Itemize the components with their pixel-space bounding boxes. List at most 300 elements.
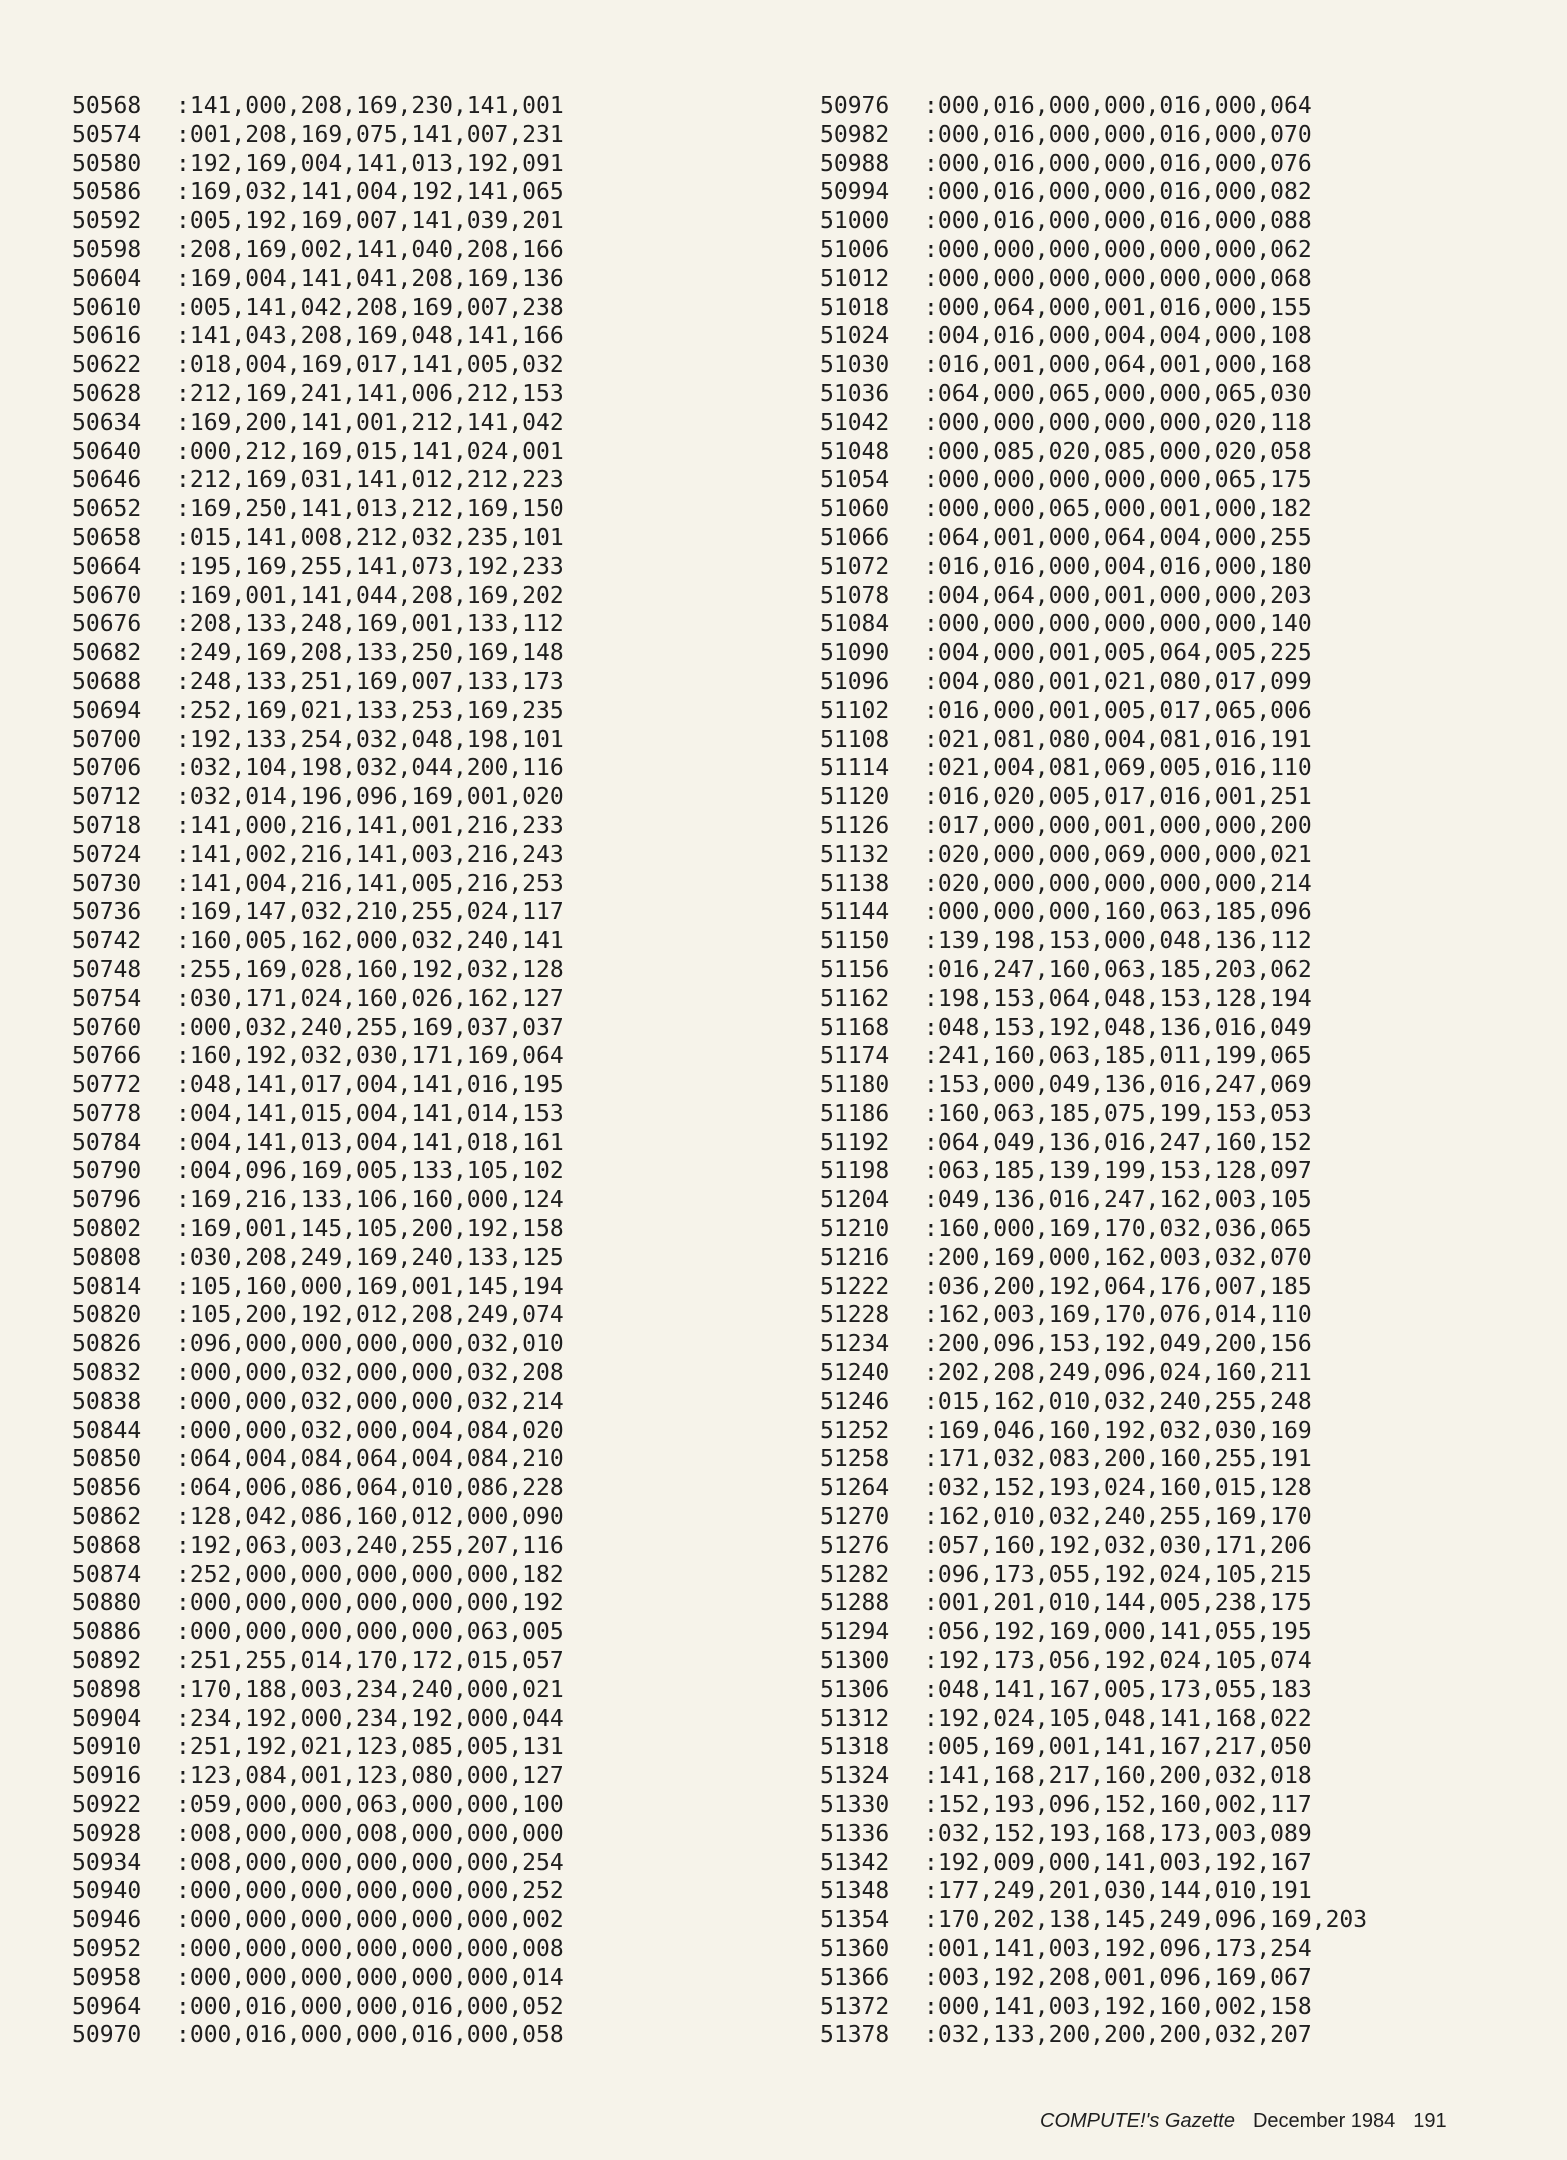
data-bytes: :141,002,216,141,003,216,243 bbox=[176, 841, 564, 868]
listing-line bbox=[72, 1388, 564, 1417]
listing-line bbox=[72, 1561, 564, 1590]
line-number: 50976 bbox=[820, 93, 890, 119]
data-bytes: :056,192,169,000,141,055,195 bbox=[924, 1619, 1312, 1646]
listing-line bbox=[820, 1186, 1367, 1215]
line-number: 51084 bbox=[820, 611, 890, 638]
listing-line bbox=[820, 2021, 1367, 2050]
line-number: 51174 bbox=[820, 1043, 890, 1070]
line-number: 51132 bbox=[820, 841, 890, 868]
data-bytes: :000,000,000,000,000,000,002 bbox=[176, 1907, 564, 1934]
listing-line bbox=[72, 1705, 564, 1734]
listing-line bbox=[820, 610, 1367, 639]
data-bytes: :063,185,139,199,153,128,097 bbox=[924, 1158, 1312, 1185]
listing-line bbox=[820, 1561, 1367, 1590]
listing-line bbox=[820, 1215, 1367, 1244]
data-bytes: :000,000,000,000,000,065,175 bbox=[924, 467, 1312, 494]
data-bytes: :096,173,055,192,024,105,215 bbox=[924, 1561, 1312, 1588]
data-bytes: :252,000,000,000,000,000,182 bbox=[176, 1561, 564, 1588]
line-number: 51186 bbox=[820, 1100, 890, 1127]
line-number: 50652 bbox=[72, 496, 142, 523]
line-number: 50736 bbox=[72, 899, 142, 926]
data-bytes: :171,032,083,200,160,255,191 bbox=[924, 1446, 1312, 1473]
line-number: 50952 bbox=[72, 1936, 142, 1962]
line-number: 51366 bbox=[820, 1964, 890, 1991]
line-number: 51000 bbox=[820, 208, 890, 235]
listing-line bbox=[72, 697, 564, 726]
data-bytes: :049,136,016,247,162,003,105 bbox=[924, 1187, 1312, 1214]
line-number: 50988 bbox=[820, 150, 890, 177]
line-number: 51234 bbox=[820, 1331, 890, 1358]
line-number: 51168 bbox=[820, 1014, 890, 1041]
listing-line bbox=[820, 956, 1367, 985]
data-bytes: :000,000,000,000,000,000,192 bbox=[176, 1590, 564, 1617]
line-number: 51156 bbox=[820, 956, 890, 983]
data-bytes: :169,001,145,105,200,192,158 bbox=[176, 1216, 564, 1243]
data-bytes: :160,000,169,170,032,036,065 bbox=[924, 1216, 1312, 1243]
line-number: 51114 bbox=[820, 755, 890, 782]
listing-line bbox=[820, 697, 1367, 726]
listing-line bbox=[72, 1791, 564, 1820]
data-bytes: :123,084,001,123,080,000,127 bbox=[176, 1763, 564, 1790]
line-number: 51126 bbox=[820, 812, 890, 839]
listing-line bbox=[72, 783, 564, 812]
listing-line bbox=[820, 870, 1367, 899]
data-bytes: :004,000,001,005,064,005,225 bbox=[924, 640, 1312, 667]
listing-line bbox=[72, 985, 564, 1014]
line-number: 51048 bbox=[820, 438, 890, 465]
data-bytes: :005,169,001,141,167,217,050 bbox=[924, 1734, 1312, 1761]
listing-line bbox=[820, 351, 1367, 380]
listing-line bbox=[820, 1964, 1367, 1993]
listing-line bbox=[72, 956, 564, 985]
data-bytes: :036,200,192,064,176,007,185 bbox=[924, 1273, 1312, 1300]
listing-line bbox=[72, 322, 564, 351]
line-number: 50718 bbox=[72, 812, 142, 839]
data-bytes: :064,001,000,064,004,000,255 bbox=[924, 524, 1312, 551]
listing-line bbox=[820, 1877, 1367, 1906]
line-number: 50808 bbox=[72, 1244, 142, 1271]
line-number: 51120 bbox=[820, 784, 890, 811]
line-number: 51024 bbox=[820, 323, 890, 350]
line-number: 50568 bbox=[72, 93, 142, 119]
listing-line bbox=[72, 2021, 564, 2050]
line-number: 51006 bbox=[820, 236, 890, 263]
data-bytes: :212,169,241,141,006,212,153 bbox=[176, 380, 564, 407]
listing-line bbox=[72, 898, 564, 927]
line-number: 50970 bbox=[72, 2022, 142, 2049]
data-bytes: :000,016,000,000,016,000,058 bbox=[176, 2022, 564, 2049]
line-number: 51078 bbox=[820, 582, 890, 609]
data-bytes: :004,141,015,004,141,014,153 bbox=[176, 1100, 564, 1127]
data-bytes: :192,024,105,048,141,168,022 bbox=[924, 1705, 1312, 1732]
data-bytes: :105,200,192,012,208,249,074 bbox=[176, 1302, 564, 1329]
data-bytes: :000,016,000,000,016,000,082 bbox=[924, 179, 1312, 206]
data-bytes: :016,016,000,004,016,000,180 bbox=[924, 553, 1312, 580]
data-bytes: :249,169,208,133,250,169,148 bbox=[176, 640, 564, 667]
data-bytes: :195,169,255,141,073,192,233 bbox=[176, 553, 564, 580]
listing-line bbox=[72, 1100, 564, 1129]
line-number: 50772 bbox=[72, 1072, 142, 1099]
listing-line bbox=[820, 1445, 1367, 1474]
data-bytes: :162,010,032,240,255,169,170 bbox=[924, 1504, 1312, 1531]
line-number: 51204 bbox=[820, 1187, 890, 1214]
line-number: 50682 bbox=[72, 640, 142, 667]
listing-line bbox=[72, 1877, 564, 1906]
data-bytes: :015,162,010,032,240,255,248 bbox=[924, 1388, 1312, 1415]
listing-line bbox=[72, 1964, 564, 1993]
data-bytes: :008,000,000,008,000,000,000 bbox=[176, 1820, 564, 1847]
listing-line bbox=[820, 121, 1367, 150]
line-number: 50940 bbox=[72, 1878, 142, 1905]
listing-line bbox=[820, 1301, 1367, 1330]
data-bytes: :000,064,000,001,016,000,155 bbox=[924, 294, 1312, 321]
line-number: 50880 bbox=[72, 1590, 142, 1617]
data-bytes: :001,208,169,075,141,007,231 bbox=[176, 121, 564, 148]
data-bytes: :169,147,032,210,255,024,117 bbox=[176, 899, 564, 926]
line-number: 50862 bbox=[72, 1504, 142, 1531]
line-number: 51270 bbox=[820, 1504, 890, 1531]
data-bytes: :000,000,000,000,000,000,252 bbox=[176, 1878, 564, 1905]
line-number: 50592 bbox=[72, 208, 142, 235]
listing-line bbox=[820, 1014, 1367, 1043]
data-bytes: :000,032,240,255,169,037,037 bbox=[176, 1014, 564, 1041]
data-bytes: :200,169,000,162,003,032,070 bbox=[924, 1244, 1312, 1271]
line-number: 51312 bbox=[820, 1705, 890, 1732]
listing-line bbox=[72, 1935, 564, 1964]
line-number: 51162 bbox=[820, 985, 890, 1012]
listing-line bbox=[72, 409, 564, 438]
listing-line bbox=[820, 1273, 1367, 1302]
line-number: 51288 bbox=[820, 1590, 890, 1617]
data-bytes: :152,193,096,152,160,002,117 bbox=[924, 1792, 1312, 1819]
data-bytes: :005,141,042,208,169,007,238 bbox=[176, 294, 564, 321]
data-bytes: :005,192,169,007,141,039,201 bbox=[176, 208, 564, 235]
line-number: 51102 bbox=[820, 697, 890, 724]
line-number: 51342 bbox=[820, 1849, 890, 1876]
listing-line bbox=[72, 1589, 564, 1618]
data-bytes: :020,000,000,000,000,000,214 bbox=[924, 870, 1312, 897]
data-bytes: :032,152,193,024,160,015,128 bbox=[924, 1475, 1312, 1502]
listing-line bbox=[820, 582, 1367, 611]
line-number: 51060 bbox=[820, 496, 890, 523]
line-number: 50814 bbox=[72, 1273, 142, 1300]
listing-line bbox=[72, 812, 564, 841]
listing-line bbox=[820, 783, 1367, 812]
data-bytes: :169,032,141,004,192,141,065 bbox=[176, 179, 564, 206]
listing-line bbox=[72, 294, 564, 323]
listing-line bbox=[820, 639, 1367, 668]
line-number: 51276 bbox=[820, 1532, 890, 1559]
listing-line bbox=[820, 927, 1367, 956]
line-number: 51300 bbox=[820, 1648, 890, 1675]
data-bytes: :000,000,032,000,000,032,214 bbox=[176, 1388, 564, 1415]
line-number: 50742 bbox=[72, 928, 142, 955]
line-number: 50922 bbox=[72, 1792, 142, 1819]
listing-line bbox=[72, 178, 564, 207]
data-bytes: :234,192,000,234,192,000,044 bbox=[176, 1705, 564, 1732]
line-number: 51096 bbox=[820, 668, 890, 695]
data-bytes: :030,208,249,169,240,133,125 bbox=[176, 1244, 564, 1271]
data-bytes: :003,192,208,001,096,169,067 bbox=[924, 1964, 1312, 1991]
listing-line bbox=[820, 1791, 1367, 1820]
data-bytes: :016,000,001,005,017,065,006 bbox=[924, 697, 1312, 724]
line-number: 50778 bbox=[72, 1100, 142, 1127]
listing-line bbox=[72, 1244, 564, 1273]
line-number: 51360 bbox=[820, 1936, 890, 1962]
line-number: 50634 bbox=[72, 409, 142, 436]
data-bytes: :000,141,003,192,160,002,158 bbox=[924, 1993, 1312, 2020]
line-number: 50706 bbox=[72, 755, 142, 782]
line-number: 50826 bbox=[72, 1331, 142, 1358]
data-bytes: :064,004,084,064,004,084,210 bbox=[176, 1446, 564, 1473]
data-bytes: :141,000,208,169,230,141,001 bbox=[176, 93, 564, 119]
line-number: 50700 bbox=[72, 726, 142, 753]
line-number: 50724 bbox=[72, 841, 142, 868]
listing-line bbox=[820, 1474, 1367, 1503]
line-number: 51192 bbox=[820, 1129, 890, 1156]
data-bytes: :153,000,049,136,016,247,069 bbox=[924, 1072, 1312, 1099]
line-number: 50766 bbox=[72, 1043, 142, 1070]
line-number: 50994 bbox=[820, 179, 890, 206]
line-number: 51150 bbox=[820, 928, 890, 955]
listing-line bbox=[820, 466, 1367, 495]
line-number: 50892 bbox=[72, 1648, 142, 1675]
data-bytes: :004,064,000,001,000,000,203 bbox=[924, 582, 1312, 609]
line-number: 50580 bbox=[72, 150, 142, 177]
line-number: 50832 bbox=[72, 1360, 142, 1387]
data-bytes: :021,081,080,004,081,016,191 bbox=[924, 726, 1312, 753]
line-number: 50688 bbox=[72, 668, 142, 695]
line-number: 51018 bbox=[820, 294, 890, 321]
data-bytes: :001,201,010,144,005,238,175 bbox=[924, 1590, 1312, 1617]
line-number: 51258 bbox=[820, 1446, 890, 1473]
line-number: 50760 bbox=[72, 1014, 142, 1041]
listing-line bbox=[820, 898, 1367, 927]
data-bytes: :000,016,000,000,016,000,052 bbox=[176, 1993, 564, 2020]
data-bytes: :000,212,169,015,141,024,001 bbox=[176, 438, 564, 465]
line-number: 50856 bbox=[72, 1475, 142, 1502]
listing-line bbox=[72, 927, 564, 956]
listing-line bbox=[72, 1532, 564, 1561]
data-bytes: :169,046,160,192,032,030,169 bbox=[924, 1417, 1312, 1444]
data-bytes: :018,004,169,017,141,005,032 bbox=[176, 352, 564, 379]
data-bytes: :032,104,198,032,044,200,116 bbox=[176, 755, 564, 782]
listing-line bbox=[820, 380, 1367, 409]
data-bytes: :170,202,138,145,249,096,169,203 bbox=[924, 1907, 1368, 1934]
line-number: 51030 bbox=[820, 352, 890, 379]
data-bytes: :192,063,003,240,255,207,116 bbox=[176, 1532, 564, 1559]
data-bytes: :169,216,133,106,160,000,124 bbox=[176, 1187, 564, 1214]
listing-line bbox=[820, 322, 1367, 351]
data-bytes: :048,153,192,048,136,016,049 bbox=[924, 1014, 1312, 1041]
line-number: 50982 bbox=[820, 121, 890, 148]
data-bytes: :096,000,000,000,000,032,010 bbox=[176, 1331, 564, 1358]
line-number: 51330 bbox=[820, 1792, 890, 1819]
listing-line bbox=[820, 1417, 1367, 1446]
data-bytes: :057,160,192,032,030,171,206 bbox=[924, 1532, 1312, 1559]
data-bytes: :169,250,141,013,212,169,150 bbox=[176, 496, 564, 523]
data-bytes: :064,006,086,064,010,086,228 bbox=[176, 1475, 564, 1502]
data-bytes: :202,208,249,096,024,160,211 bbox=[924, 1360, 1312, 1387]
line-number: 51054 bbox=[820, 467, 890, 494]
line-number: 50796 bbox=[72, 1187, 142, 1214]
listing-line bbox=[72, 92, 564, 121]
data-bytes: :004,141,013,004,141,018,161 bbox=[176, 1129, 564, 1156]
listing-line bbox=[72, 121, 564, 150]
line-number: 50616 bbox=[72, 323, 142, 350]
data-bytes: :064,000,065,000,000,065,030 bbox=[924, 380, 1312, 407]
listing-line bbox=[820, 265, 1367, 294]
line-number: 50934 bbox=[72, 1849, 142, 1876]
listing-line bbox=[820, 668, 1367, 697]
listing-line bbox=[72, 351, 564, 380]
data-bytes: :192,009,000,141,003,192,167 bbox=[924, 1849, 1312, 1876]
listing-line bbox=[72, 582, 564, 611]
line-number: 51282 bbox=[820, 1561, 890, 1588]
listing-line bbox=[820, 812, 1367, 841]
line-number: 50928 bbox=[72, 1820, 142, 1847]
data-bytes: :032,152,193,168,173,003,089 bbox=[924, 1820, 1312, 1847]
data-bytes: :000,000,032,000,000,032,208 bbox=[176, 1360, 564, 1387]
listing-line bbox=[820, 92, 1367, 121]
line-number: 50610 bbox=[72, 294, 142, 321]
data-bytes: :169,200,141,001,212,141,042 bbox=[176, 409, 564, 436]
data-bytes: :252,169,021,133,253,169,235 bbox=[176, 697, 564, 724]
data-bytes: :198,153,064,048,153,128,194 bbox=[924, 985, 1312, 1012]
data-bytes: :192,133,254,032,048,198,101 bbox=[176, 726, 564, 753]
data-bytes: :000,000,032,000,004,084,020 bbox=[176, 1417, 564, 1444]
listing-line bbox=[72, 553, 564, 582]
line-number: 51348 bbox=[820, 1878, 890, 1905]
line-number: 50916 bbox=[72, 1763, 142, 1790]
line-number: 50850 bbox=[72, 1446, 142, 1473]
line-number: 50784 bbox=[72, 1129, 142, 1156]
listing-line bbox=[72, 1503, 564, 1532]
data-bytes: :004,096,169,005,133,105,102 bbox=[176, 1158, 564, 1185]
line-number: 51066 bbox=[820, 524, 890, 551]
listing-line bbox=[72, 1618, 564, 1647]
line-number: 50658 bbox=[72, 524, 142, 551]
line-number: 51246 bbox=[820, 1388, 890, 1415]
listing-line bbox=[820, 524, 1367, 553]
listing-line bbox=[72, 438, 564, 467]
listing-line bbox=[820, 1244, 1367, 1273]
data-bytes: :000,000,065,000,001,000,182 bbox=[924, 496, 1312, 523]
listing-line bbox=[72, 1071, 564, 1100]
line-number: 50844 bbox=[72, 1417, 142, 1444]
listing-line bbox=[820, 150, 1367, 179]
line-number: 50964 bbox=[72, 1993, 142, 2020]
line-number: 51324 bbox=[820, 1763, 890, 1790]
right-listing-column bbox=[820, 92, 1367, 2050]
listing-line bbox=[72, 1186, 564, 1215]
line-number: 51012 bbox=[820, 265, 890, 292]
listing-line bbox=[72, 1273, 564, 1302]
line-number: 50946 bbox=[72, 1907, 142, 1934]
data-bytes: :212,169,031,141,012,212,223 bbox=[176, 467, 564, 494]
listing-line bbox=[820, 294, 1367, 323]
line-number: 50694 bbox=[72, 697, 142, 724]
listing-line bbox=[72, 1474, 564, 1503]
line-number: 51372 bbox=[820, 1993, 890, 2020]
line-number: 51216 bbox=[820, 1244, 890, 1271]
listing-line bbox=[72, 150, 564, 179]
listing-line bbox=[820, 207, 1367, 236]
line-number: 50598 bbox=[72, 236, 142, 263]
listing-line bbox=[72, 466, 564, 495]
line-number: 51294 bbox=[820, 1619, 890, 1646]
line-number: 50640 bbox=[72, 438, 142, 465]
data-bytes: :016,001,000,064,001,000,168 bbox=[924, 352, 1312, 379]
listing-line bbox=[820, 1100, 1367, 1129]
listing-line bbox=[820, 1705, 1367, 1734]
line-number: 50748 bbox=[72, 956, 142, 983]
listing-line bbox=[72, 1993, 564, 2022]
line-number: 51354 bbox=[820, 1907, 890, 1934]
data-bytes: :141,043,208,169,048,141,166 bbox=[176, 323, 564, 350]
listing-line bbox=[72, 639, 564, 668]
listing-line bbox=[820, 553, 1367, 582]
data-bytes: :059,000,000,063,000,000,100 bbox=[176, 1792, 564, 1819]
line-number: 50958 bbox=[72, 1964, 142, 1991]
data-bytes: :001,141,003,192,096,173,254 bbox=[924, 1936, 1312, 1962]
listing-line bbox=[820, 1503, 1367, 1532]
data-bytes: :141,004,216,141,005,216,253 bbox=[176, 870, 564, 897]
listing-line bbox=[72, 841, 564, 870]
line-number: 50754 bbox=[72, 985, 142, 1012]
listing-line bbox=[72, 726, 564, 755]
line-number: 51108 bbox=[820, 726, 890, 753]
listing-line bbox=[820, 1676, 1367, 1705]
data-bytes: :160,192,032,030,171,169,064 bbox=[176, 1043, 564, 1070]
data-bytes: :000,000,000,160,063,185,096 bbox=[924, 899, 1312, 926]
data-bytes: :000,000,000,000,000,000,062 bbox=[924, 236, 1312, 263]
listing-line bbox=[820, 1042, 1367, 1071]
data-bytes: :251,192,021,123,085,005,131 bbox=[176, 1734, 564, 1761]
listing-line bbox=[820, 1330, 1367, 1359]
line-number: 51264 bbox=[820, 1475, 890, 1502]
line-number: 50868 bbox=[72, 1532, 142, 1559]
line-number: 51180 bbox=[820, 1072, 890, 1099]
line-number: 51252 bbox=[820, 1417, 890, 1444]
line-number: 50676 bbox=[72, 611, 142, 638]
data-bytes: :016,247,160,063,185,203,062 bbox=[924, 956, 1312, 983]
line-number: 51198 bbox=[820, 1158, 890, 1185]
data-bytes: :000,016,000,000,016,000,088 bbox=[924, 208, 1312, 235]
listing-line bbox=[820, 841, 1367, 870]
listing-line bbox=[72, 495, 564, 524]
line-number: 51090 bbox=[820, 640, 890, 667]
listing-line bbox=[72, 1762, 564, 1791]
data-bytes: :000,000,000,000,000,000,014 bbox=[176, 1964, 564, 1991]
line-number: 50646 bbox=[72, 467, 142, 494]
data-bytes: :128,042,086,160,012,000,090 bbox=[176, 1504, 564, 1531]
listing-line bbox=[72, 1676, 564, 1705]
data-bytes: :105,160,000,169,001,145,194 bbox=[176, 1273, 564, 1300]
listing-line bbox=[820, 236, 1367, 265]
line-number: 50586 bbox=[72, 179, 142, 206]
listing-line bbox=[72, 524, 564, 553]
listing-line bbox=[820, 1849, 1367, 1878]
data-bytes: :021,004,081,069,005,016,110 bbox=[924, 755, 1312, 782]
listing-line bbox=[72, 610, 564, 639]
listing-line bbox=[820, 1762, 1367, 1791]
data-bytes: :160,063,185,075,199,153,053 bbox=[924, 1100, 1312, 1127]
data-bytes: :162,003,169,170,076,014,110 bbox=[924, 1302, 1312, 1329]
magazine-name: COMPUTE!'s Gazette bbox=[1040, 2110, 1235, 2132]
data-bytes: :048,141,017,004,141,016,195 bbox=[176, 1072, 564, 1099]
line-number: 51042 bbox=[820, 409, 890, 436]
